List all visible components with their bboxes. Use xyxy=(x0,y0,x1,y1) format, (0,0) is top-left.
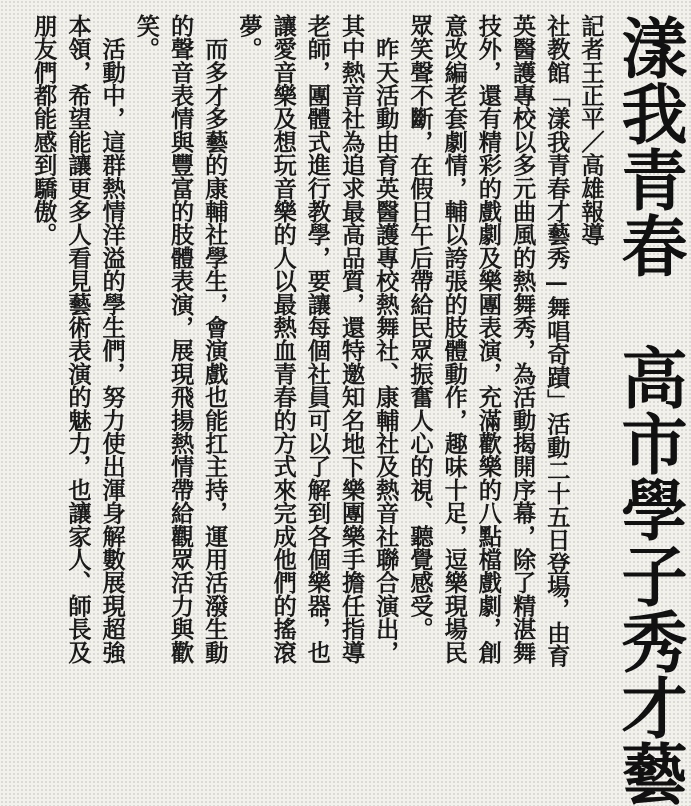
headline-part-2: 高市學子秀才藝 xyxy=(610,344,687,806)
paragraph-1: 社教館「漾我青春才藝秀—舞唱奇蹟」活動二十五日登場，由育英醫護專校以多元曲風的熱舞秀，為活動揭開序幕，除了精湛舞技外，還有精彩的戲劇及樂團表演，充滿歡樂的八點檔戲劇，創意改編老套劇情，輔以誇張的肢體動作，趣味十足，逗樂現場民眾笑聲不斷，在假日午后帶給民眾振奮人心的視、聽覺感受。 xyxy=(405,14,570,668)
byline: 記者王正平／高雄報導 xyxy=(577,14,604,246)
headline-part-1: 漾我青春 xyxy=(610,14,687,278)
headline xyxy=(610,14,687,806)
paragraph-3: 而多才多藝的康輔社學生，會演戲也能扛主持，運用活潑生動的聲音表情與豐富的肢體表演，展現飛揚熱情帶給觀眾活力與歡笑。 xyxy=(132,14,228,664)
article-body xyxy=(26,14,607,678)
paragraph-4: 活動中，這群熱情洋溢的學生們，努力使出渾身解數展現超強本領，希望能讓更多人看見藝術表演的魅力，也讓家人、師長及朋友們都能感到驕傲。 xyxy=(29,14,126,664)
paragraph-2: 昨天活動由育英醫護專校熱舞社、康輔社及熱音社聯合演出，其中熱音社為追求最高品質，還特邀知名地下樂團樂手擔任指導老師，團體式進行教學，要讓每個社員可以了解到各個樂器，也讓愛音樂及想玩音樂的人以最熱血青春的方式來完成他們的搖滾夢。 xyxy=(234,14,399,664)
